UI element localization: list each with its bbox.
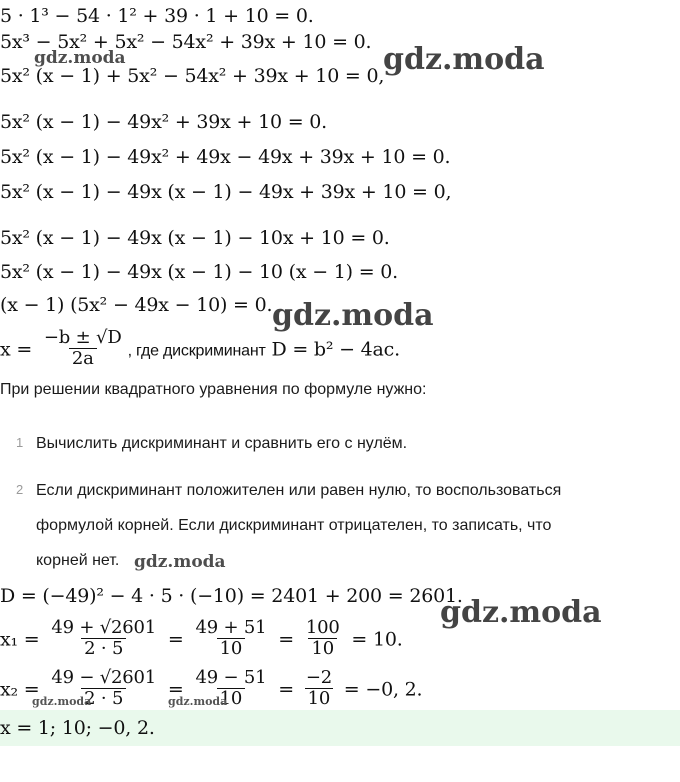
watermark: gdz.moda [32, 695, 92, 708]
formula-discriminant: D = b² − 4ac. [271, 338, 400, 361]
x1-fraction-2-denominator: 10 [217, 638, 246, 659]
watermark: gdz.moda [440, 595, 602, 630]
list-number: 2 [16, 482, 24, 497]
root-x1: x₁ = $\frac{49 + √2601}{2 \cdot 5}$ = $\frac{49 + 51}{10}$ = $\frac{100}{10}$ = 10. [0, 617, 403, 659]
x2-fraction-3 [303, 668, 335, 709]
watermark: gdz.moda [168, 695, 228, 708]
formula-lhs: x = [0, 338, 33, 361]
equation-line-7: 5x² (x − 1) − 49x (x − 1) − 10x + 10 = 0. [0, 227, 390, 249]
equation-line-5: 5x² (x − 1) − 49x² + 49x − 49x + 39x + 10 = 0. [0, 146, 451, 168]
x2-fraction-3-numerator: −2 [305, 667, 332, 688]
x2-fraction-1-denominator: 2 · 5 [81, 688, 126, 709]
formula-text: , где дискриминант [127, 342, 266, 360]
intro-text: При решении квадратного уравнения по формуле нужно: [0, 381, 427, 398]
equation-line-8: 5x² (x − 1) − 49x (x − 1) − 10 (x − 1) = 0. [0, 261, 399, 283]
list-number: 1 [16, 435, 24, 450]
x2-fraction-1-numerator: 49 − √2601 [51, 667, 157, 688]
equation-line-3: 5x² (x − 1) + 5x² − 54x² + 39x + 10 = 0, [0, 65, 385, 87]
x2-fraction-2-denominator: 10 [217, 688, 246, 709]
list-text-line-1: Если дискриминант положителен или равен нулю, то воспользоваться [36, 482, 562, 499]
x1-fraction-2-numerator: 49 + 51 [195, 617, 267, 638]
watermark: gdz.moda [272, 298, 434, 333]
quadratic-formula [0, 327, 400, 371]
x2-result: = −0, 2. [343, 678, 423, 701]
x2-fraction-3-denominator: 10 [305, 688, 334, 709]
x1-fraction-1-numerator: 49 + √2601 [51, 617, 157, 638]
equation-line-1: 5 · 1³ − 54 · 1² + 39 · 1 + 10 = 0. [0, 5, 314, 27]
equation-line-2: 5x³ − 5x² + 5x² − 54x² + 39x + 10 = 0. [0, 31, 372, 53]
watermark: gdz.moda [134, 552, 226, 572]
discriminant-line: D = (−49)² − 4 · 5 · (−10) = 2401 + 200 = 2601. [0, 585, 463, 607]
equation-line-6: 5x² (x − 1) − 49x (x − 1) − 49x + 39x + 10 = 0, [0, 181, 452, 203]
formula-numerator: −b ± √D [43, 327, 122, 348]
x1-fraction-1 [48, 618, 159, 659]
x1-fraction-2 [192, 618, 269, 659]
x1-fraction-1-denominator: 2 · 5 [81, 638, 126, 659]
equation-line-4: 5x² (x − 1) − 49x² + 39x + 10 = 0. [0, 111, 327, 133]
x1-fraction-3 [303, 618, 343, 659]
x1-result: = 10. [351, 628, 403, 651]
x2-lhs: x₂ = [0, 678, 40, 701]
list-text-line-3: корней нет. [36, 552, 120, 569]
x2-fraction-2-numerator: 49 − 51 [195, 667, 267, 688]
root-x2: x₂ = $\frac{49 - √2601}{2 \cdot 5}$ = $\frac{49 - 51}{10}$ = $\frac{-2}{10}$ = −0, 2. [0, 667, 423, 709]
answer-box [0, 710, 680, 746]
formula-fraction [41, 328, 125, 369]
x1-lhs: x₁ = [0, 628, 40, 651]
list-text-line-2: формулой корней. Если дискриминант отрицателен, то записать, что [36, 517, 552, 534]
answer-text: x = 1; 10; −0, 2. [0, 717, 155, 739]
watermark: gdz.moda [383, 42, 545, 77]
watermark: gdz.moda [34, 48, 126, 68]
equation-line-9: (x − 1) (5x² − 49x − 10) = 0. [0, 294, 273, 316]
x1-fraction-3-numerator: 100 [305, 617, 340, 638]
list-text: Вычислить дискриминант и сравнить его с нулём. [36, 435, 408, 452]
x1-fraction-3-denominator: 10 [308, 638, 337, 659]
formula-denominator: 2a [69, 348, 97, 369]
